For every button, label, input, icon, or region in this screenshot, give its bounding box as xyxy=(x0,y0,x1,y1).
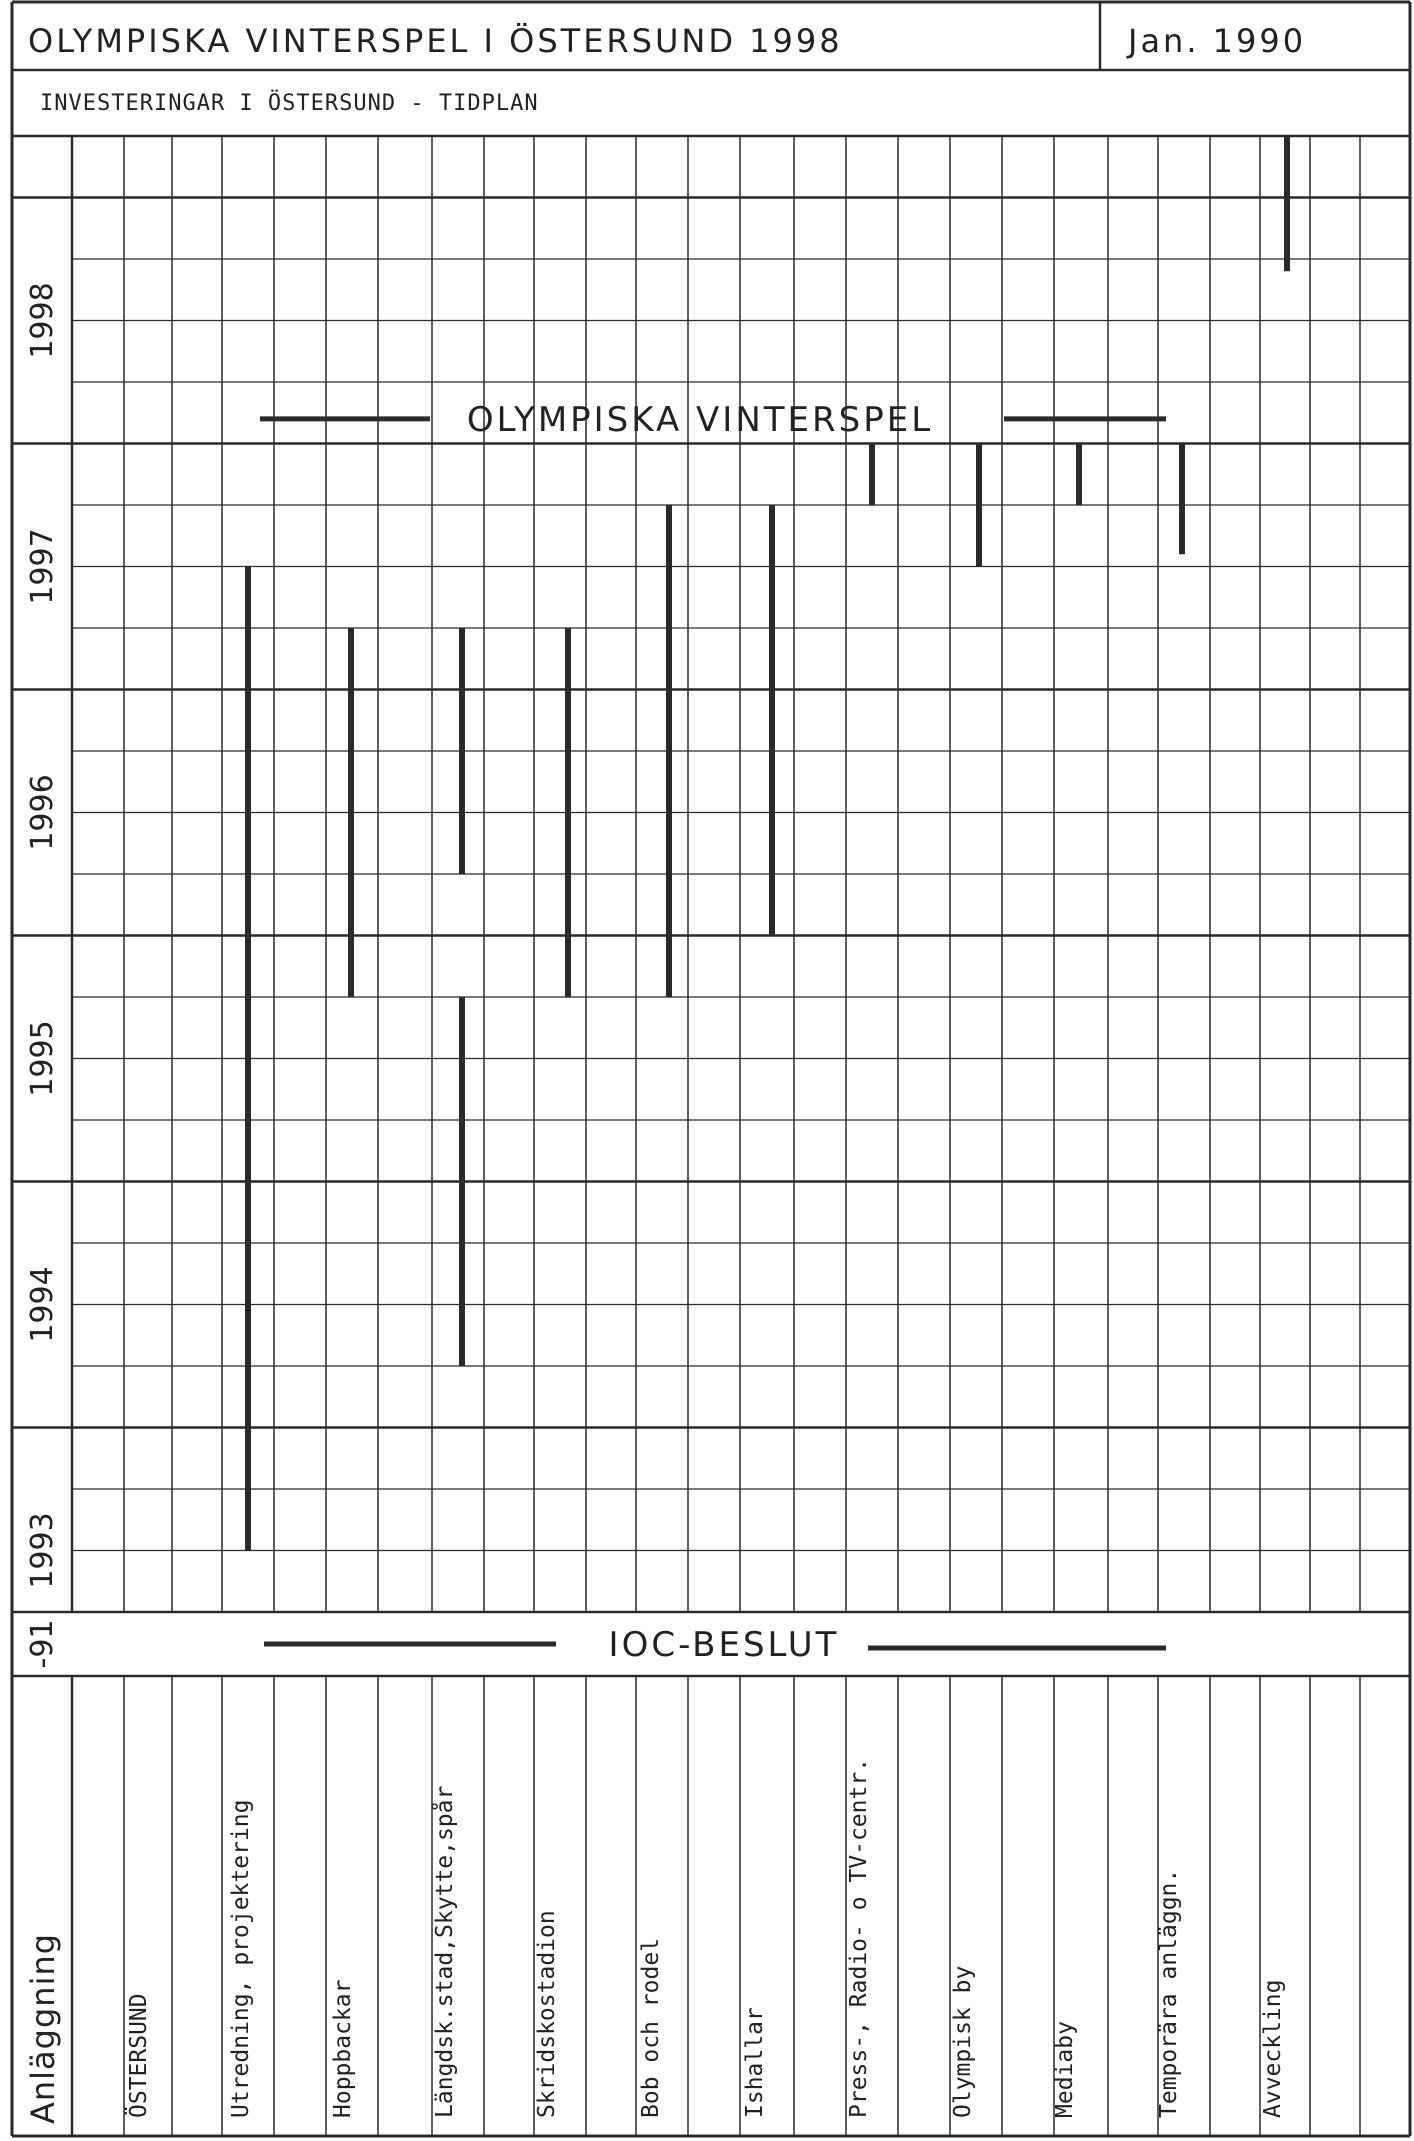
category-label: Press-, Radio- o TV-centr. xyxy=(846,1757,872,2118)
category-label: Ishallar xyxy=(742,2007,768,2118)
year-label: 1998 xyxy=(25,282,60,359)
category-label: Avveckling xyxy=(1260,1979,1286,2118)
chart-subtitle: INVESTERINGAR I ÖSTERSUND - TIDPLAN xyxy=(40,91,539,116)
year-label: 1994 xyxy=(25,1266,60,1343)
category-label: Skridskostadion xyxy=(534,1910,560,2118)
banner-annotations xyxy=(260,400,1166,1665)
category-label: Mediaby xyxy=(1052,2021,1078,2118)
gantt-bars xyxy=(248,136,1287,1551)
year-label: 1997 xyxy=(25,528,60,605)
year-label-base: -91 xyxy=(25,1619,60,1669)
category-label: Olympisk by xyxy=(950,1965,976,2118)
chart-date: Jan. 1990 xyxy=(1128,22,1307,60)
banner-olympiska: OLYMPISKA VINTERSPEL xyxy=(466,399,934,440)
category-label: Längdsk.stad,Skytte,spår xyxy=(432,1785,458,2118)
year-label: 1993 xyxy=(25,1512,60,1589)
banner-ioc: IOC-BESLUT xyxy=(608,1625,840,1665)
category-label: Temporära anläggn. xyxy=(1156,1868,1182,2118)
chart-title: OLYMPISKA VINTERSPEL I ÖSTERSUND 1998 xyxy=(28,22,843,60)
category-label: Utredning, projektering xyxy=(228,1799,254,2118)
category-labels xyxy=(124,1758,1286,2118)
year-label: 1995 xyxy=(25,1020,60,1097)
row-header-label: Anläggning xyxy=(24,1932,62,2124)
category-label: Hoppbackar xyxy=(330,1979,356,2118)
year-label: 1996 xyxy=(25,774,60,851)
category-label: Bob och rodel xyxy=(638,1937,664,2118)
category-label: ÖSTERSUND xyxy=(126,1993,152,2118)
